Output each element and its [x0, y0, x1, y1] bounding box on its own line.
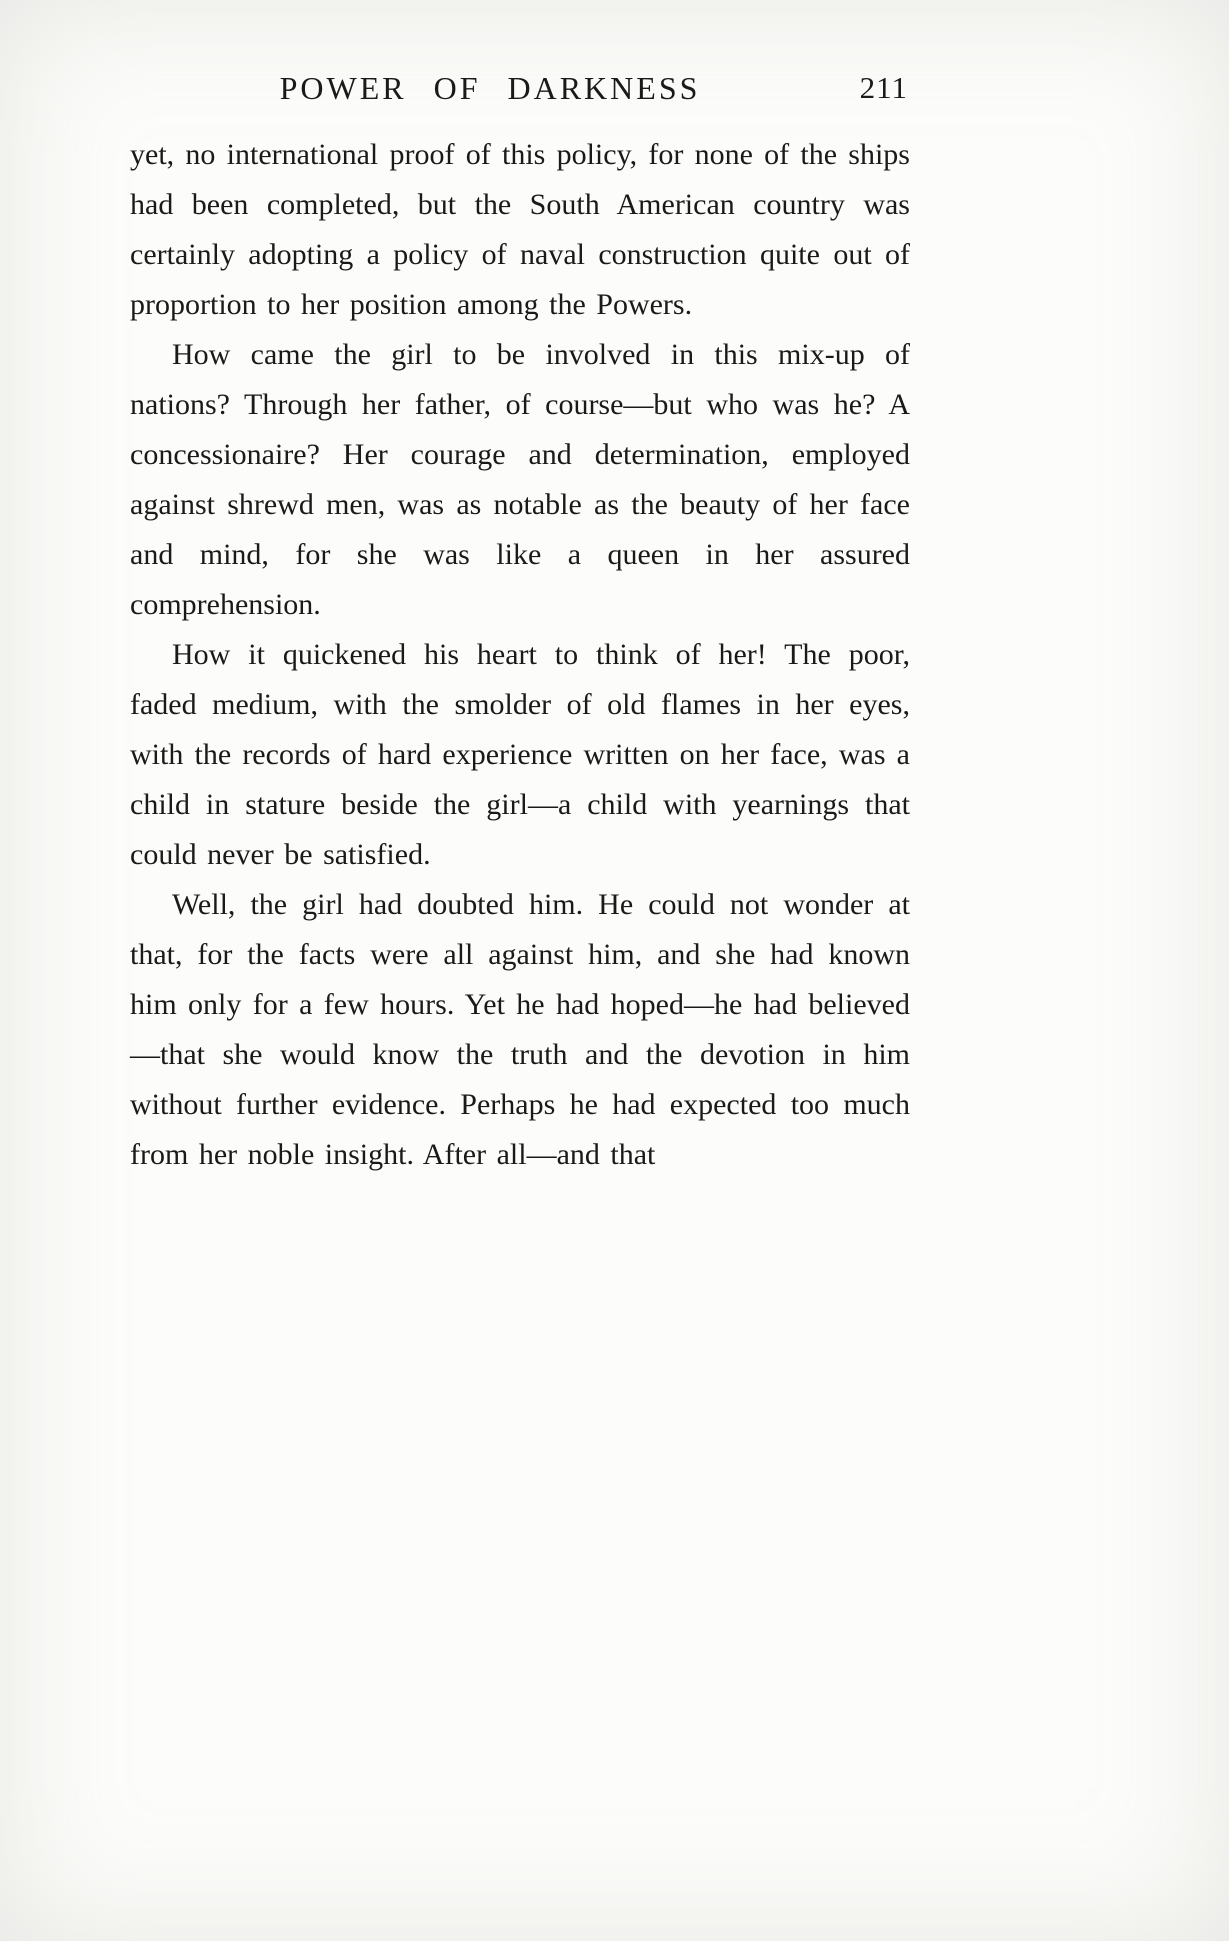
paragraph: How it quickened his heart to think of her! The poor, faded medium, with the smolder of old flames in her eyes, with the records of hard experience written on her face, was a child in stature beside the girl—a child with yearnings that could never be satisfied. — [130, 638, 910, 871]
page-number: 211 — [859, 70, 908, 105]
paragraph: yet, no international proof of this policy, for none of the ships had been completed, but the South American country was certainly adopting a policy of naval construction quite out of proportion to her position among the Powers. — [130, 138, 910, 321]
text-column — [130, 68, 910, 1180]
page-header — [130, 68, 910, 128]
paragraph: How came the girl to be involved in this mix-up of nations? Through her father, of course—but who was he? A concessionaire? Her courage and determination, employed against shrewd men, was as notable as the beauty of her face and mind, for she was like a queen in her assured comprehension. — [130, 338, 910, 621]
running-title: POWER OF DARKNESS — [279, 70, 701, 106]
paragraph: Well, the girl had doubted him. He could not wonder at that, for the facts were all against him, and she had known him only for a few hours. Yet he had hoped—he had believed—that she would know the truth and the devotion in him without further evidence. Perhaps he had expected too much from her noble insight. After all—and that — [130, 888, 910, 1171]
page-body — [130, 130, 910, 1180]
